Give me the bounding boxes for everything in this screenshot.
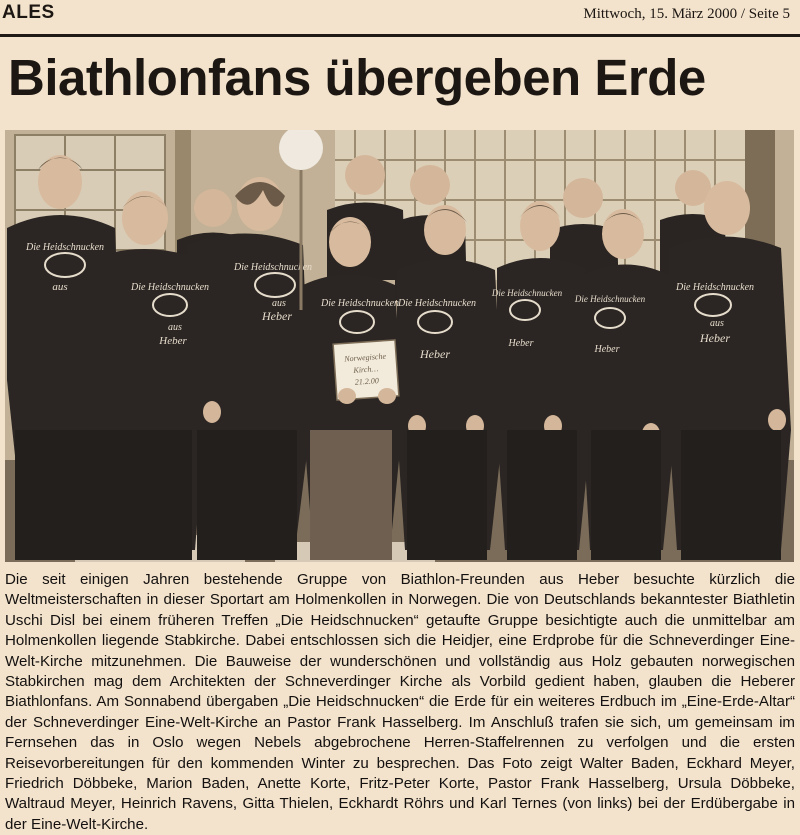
sweater-text: Die Heidschnucken [574, 294, 646, 304]
sweater-text: Die Heidschnucken [397, 298, 477, 309]
sweater-text: Die Heidschnucken [130, 282, 210, 293]
photo-caption: Die seit einigen Jahren bestehende Gruppe von Biathlon-Freunden aus Heber besuchte kürzlich die Weltmeisterschaften in dieser Sportart am Holmenkollen in Norwegen. Die von Deutschlands bekanntester Biathletin Uschi Disl bei einem früheren Treffen „Die Heidschnucken“ getaufte Gruppe besichtigte auch die unmittelbar am Holmenkollen liegende Stabkirche. Dabei entschlossen sich die Heidjer, eine Erdprobe für die Schneverdinger Eine-Welt-Kirche mitzunehmen. Die Bauweise der wunderschönen und vollständig aus Holz gebauten norwegischen Stabkirchen mag dem Architekten der Schneverdinger Kirche als Vorbild gedient haben, glauben die Heberer Biathlonfans. Am Sonnabend übergaben „Die Heidschnucken“ die Erde für ein weiteres Erdbuch im „Eine-Erde-Altar“ der Schneverdinger Eine-Welt-Kirche an Pastor Frank Hasselberg. Im Anschluß trafen sie sich, um gemeinsam im Fernsehen das in Oslo wegen Nebels abgebrochene Herren-Staffelrennen zu verfolgen und die ersten Reisevorbereitungen für den kommenden Winter zu besprechen. Das Foto zeigt Walter Baden, Eckhard Meyer, Friedrich Döbbeke, Marion Baden, Anette Korte, Fritz-Peter Korte, Pastor Frank Hasselberg, Ursula Döbbeke, Waltraud Meyer, Heinrich Ravens, Gitta Thielen, Eckhardt Röhrs und Karl Ternes (von links) bei der Erdübergabe in der Eine-Welt-Kirche. [5, 571, 795, 833]
sweater-text: Die Heidschnucken [320, 298, 400, 309]
sign-text: 21.2.00 [354, 376, 380, 387]
page-header [0, 0, 800, 37]
sweater-text: aus [272, 298, 286, 309]
sweater-text: aus [168, 322, 182, 333]
sweater-text: Heber [159, 335, 187, 347]
sign-text: Kirch… [353, 364, 379, 375]
sweater-text: Die Heidschnucken [25, 242, 105, 253]
sweater-text: aus [52, 281, 68, 293]
dateline: Mittwoch, 15. März 2000 / Seite 5 [583, 6, 790, 22]
headline: Biathlonfans übergeben Erde [8, 49, 706, 106]
sweater-text: Heber [508, 338, 534, 349]
sweater-text: Heber [262, 309, 292, 323]
sweater-text: Die Heidschnucken [675, 282, 755, 293]
sweater-text: aus [710, 318, 724, 329]
sweater-text: Die Heidschnucken [233, 262, 313, 273]
sweater-text: Die Heidschnucken [491, 288, 563, 298]
sign-text: Norwegische [343, 351, 387, 364]
sweater-text: Heber [420, 347, 450, 361]
section-label: ALES [2, 2, 55, 23]
sweater-text: Heber [700, 331, 730, 345]
photo-illustration [5, 130, 794, 562]
sweater-text: Heber [594, 344, 620, 355]
group-photo [5, 130, 794, 562]
